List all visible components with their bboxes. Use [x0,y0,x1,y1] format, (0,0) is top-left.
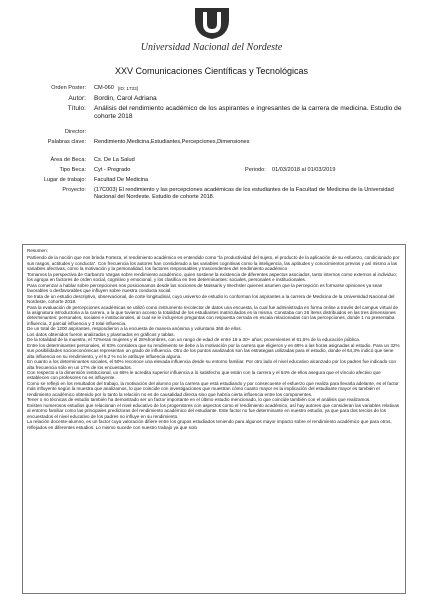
order-value: CM-060 [94,85,114,91]
title-value: Análisis del rendimiento académico de los aspirantes e ingresantes de la carrera de medicina. Estudio de cohorte 2018 [94,105,402,121]
summary-paragraph: Existen numerosos estudios que relacionan el nivel educativo de los progenitores con aspectos como el rendimiento académico, así hay autores que consideran las variables relativas al entorno familiar como las principales predictoras del rendimiento académico del estudiante. Este factor no fue determinante en nuestro estudio, ya que para dos tercios de los encuestados el nivel educativo de los padres no influye en su rendimiento. [27,402,400,419]
director-label: Director: [64,129,86,135]
author-value: Bordin, Carol Adriana [94,95,157,102]
summary-paragraph: Para la evaluación de percepciones académicas se utilizó como instrumento recolector de datos una encuesta, la cual fue administrada en forma online a través del campus virtual de la asignatura introductoria a la carrera, a la que tuvieron acceso la totalidad de los estudiantes matriculados en la misma. Constaba con 26 ítems distribuidos en las tres dimensiones determinantes: personales, sociales e institucionales, al cual se le incluyeron preguntas con respuesta cerrada en escala relacionadas con las percepciones, donde 1 no presentaba influencia, 2 parcial influencia y 3 total influencia. [27,304,399,326]
summary-paragraph: Tener o no técnicas de estudio también ha demostrado ser un factor importante en el último estudio mencionado, lo que coincide también con el análisis que realizamos. [27,397,371,403]
summary-paragraph: Se trata de un estudio descriptivo, observacional, de corte longitudinal, cuyo universo de estudio lo conforman los aspirantes a la carrera de Medicina de la Universidad Nacional del Nordeste, cohorte 2018. [27,293,395,305]
order-label: Orden Poster: [51,85,86,91]
unne-logo-icon [191,6,233,40]
summary-paragraph: Con respecto a la dimensión institucional, un 66% le acredita superior influencia a lo satisfecho que están con la carrera y el 54% de ellos asegura que el vínculo afectivo que establecen con profesores no es influyente. [27,369,381,381]
title-label: Título: [67,105,86,112]
summary-paragraph: Entre los determinantes personales, el 83% considera que su rendimiento se debe a la motivación por la carrera que eligieron y en 68% a las horas asignadas al estudio. Para un 32% sus posibilidades socioeconómicas representan un grado de influencia. Otro de los puntos analizados son las estrategias utilizadas para el estudio, donde el 64,3% indicó que tiene alta influencia en su rendimiento, y el 9,2 % no le atribuye influencia alguna. [27,342,400,359]
university-name: Universidad Nacional del Nordeste [140,42,283,53]
period-label: Periodo: [245,167,266,173]
type-value: Cyt - Pregrado [94,167,131,173]
summary-paragraph: De un total de 1200 aspirantes, respondieron a la encuesta de manera anónima y voluntaria 366 de ellos. [27,326,242,332]
conference-title: XXV Comunicaciones Científicas y Tecnológicas [115,66,308,76]
author-label: Autor: [68,95,86,102]
summary-paragraph: Tomamos la perspectiva de Garbanzo Vargas sobre rendimiento académico, quien sostiene la existencia de diferentes aspectos asociados, tanto internos como externos al individuo; los agrupa en factores de orden social, cognitivo y emocional, y los clasifica en tres determinantes: sociales, personales e institucionales. [27,271,397,283]
area-value: Cs. De La Salud [94,157,135,163]
period-value: 01/03/2018 al 01/03/2019 [272,167,336,173]
summary-paragraph: La relación docente-alumno, es un factor cuya valoración difiere entre los grupos estudiados teniendo para algunos mayor impacto sobre el rendimiento académico que para otros, reflejados en diferentes estudios. Lo mismo sucede con nuestro trabajo ya que solo [27,419,392,430]
summary-paragraph: En cuanto a los determinantes sociales, el 50% reconoce una elevada influencia desde su entorno familiar. Por otro lado el nivel educativo alcanzado por los padres fue indicado con alta frecuencia sólo en un 17% de los encuestados. [27,359,397,370]
place-label: Lugar de trabajo: [43,177,86,183]
summary-paragraph: Para comenzar a hablar sobre percepciones nos posicionamos desde las nociones de Massaris y Wechsler quienes asumen que la percepción es formarse opiniones ya sean favorables o desfavorables que influyen sobre nuestra conducta social. [27,282,383,294]
keywords-label: Palabras clave: [47,139,86,145]
poster-id: [ID: 1733] [118,86,138,91]
project-label: Proyecto: [62,187,86,193]
summary-paragraph: Como se reflejó en los resultados del trabajo, la motivación del alumno por la carrera que está estudiando y por consecuente el esfuerzo que realiza para llevarla adelante, es el factor más influyente según la muestra que analizamos, lo que coincide con investigaciones que muestran cómo cuanto mayor es la implicación del estudiante mayor es también el rendimiento académico obtenido por lo tanto la relación no es de causalidad directa sino que habría cierta influencia entre los componentes. [27,380,399,397]
summary-box [22,244,406,594]
project-value: (17C003) El rendimiento y las percepciones académicas de los estudiantes de la Facultad de Medicina de la Universidad Nacional del Nordeste. Estudio de cohorte 2018. [94,187,394,201]
summary-paragraph: Partiendo de la noción que nos brinda Forteza, el rendimiento académico es entendido como "la productividad del sujeto, el producto de la aplicación de su esfuerzo, condicionado por sus rasgos, actitudes y conducta". Con frecuencia los autores han considerado a las variables cognitivas como la inteligencia, las aptitudes y conocimientos previos y así mismo a las variables afectivas, como la motivación y la personalidad, los factores responsables y trascendentes del rendimiento académico [27,255,400,272]
keywords-value: Rendimiento,Medicina,Estudiantes,Percepciones,Dimensiones [94,139,250,145]
summary-title: Resumen: [27,248,48,253]
place-value: Facultad De Medicina [94,177,149,183]
summary-paragraph: De la totalidad de la muestra, el 72%eran mujeres y el 28%hombres, con un rango de edad de entre 18 a 30+ años; provenientes el 61,5% de la educación pública. [27,337,361,343]
area-label: Área de Beca: [50,157,86,163]
summary-paragraph: Los datos obtenidos fueron analizados y plasmados en gráficos y tablas. [27,331,175,337]
type-label: Tipo Beca: [59,167,86,173]
